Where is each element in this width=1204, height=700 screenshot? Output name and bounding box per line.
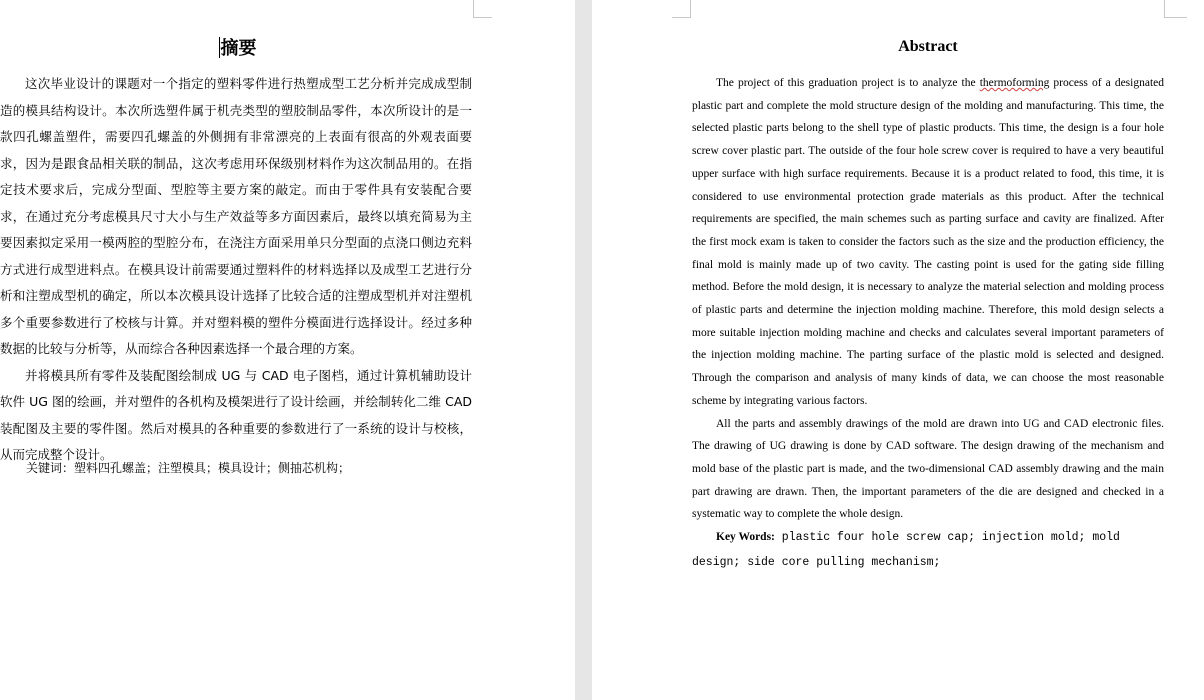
- en-p1-text-b: process of a designated plastic part and complete the mold structure design of the molding and manufacturing. This time, the selected plastic parts belong to the shell type of plastic products. This time, the design is a four hole screw cover plastic part. The outside of the four hole screw cover is required to have a very beautiful upper surface with high surface requirements. Because it is a product related to food, this time, it is considered to use environmental protection grade materials as this product. After the technical requirements are specified, the main schemes such as parting surface and cavity are finalized. After the first mock exam is taken to consider the factors such as the size and the production efficiency, the final mold is mainly made up of two cavity. The casting point is used for the gating side filling method. Before the mold design, it is necessary to analyze the material selection and molding process of plastic parts and determine the injection molding machine. Therefore, this mold design selects a more suitable injection molding machine and checks and calculates several important parameters of the injection molding machine. The parting surface of the plastic mold is selected and designed. Through the comparison and analysis of many kinds of data, we can choose the most reasonable scheme by integrating various factors.: [692, 77, 1165, 407]
- cn-paragraph-1[interactable]: 这次毕业设计的课题对一个指定的塑料零件进行热塑成型工艺分析并完成成型制造的模具结构设计。本次所选塑件属于机壳类型的塑胶制品零件，本次所设计的是一款四孔螺盖塑件，需要四孔螺盖的外侧拥有非常漂亮的上表面有很高的外观表面要求，因为是跟食品相关联的制品，这次考虑用环保级别材料作为这次制品用的。在指定技术要求后，完成分型面、型腔等主要方案的敲定。而由于零件具有安装配合要求，在通过充分考虑模具尺寸大小与生产效益等多方面因素后，最终以填充简易为主要因素拟定采用一模两腔的型腔分布，在浇注方面采用单只分型面的点浇口侧边充料方式进行成型进料点。在模具设计前需要通过塑料件的材料选择以及成型工艺进行分析和注塑成型机的确定，所以本次模具设计选择了比较合适的注塑成型机并对注塑机多个重要参数进行了校核与计算。并对塑料模的塑件分模面进行选择设计。经过多种数据的比较与分析等，从而综合各种因素选择一个最合理的方案。: [0, 76, 472, 356]
- en-paragraph-1[interactable]: [692, 72, 1164, 413]
- en-title: Abstract: [898, 38, 958, 55]
- spellcheck-flagged-word[interactable]: thermoforming: [979, 77, 1050, 89]
- en-keywords-label: Key Words:: [716, 531, 775, 543]
- page-english-abstract: [592, 0, 1204, 700]
- en-keywords[interactable]: [692, 525, 1164, 574]
- cn-title-line: [0, 34, 475, 60]
- margin-corner-mark: [1164, 0, 1187, 18]
- en-keywords-text: plastic four hole screw cap; injection mold; mold design; side core pulling mechanism;: [692, 531, 1120, 569]
- cn-title: 摘要: [220, 38, 257, 59]
- en-body[interactable]: [692, 72, 1164, 526]
- en-p1-text-a: The project of this graduation project is to analyze the: [716, 77, 980, 89]
- cn-paragraph-2[interactable]: 并将模具所有零件及装配图绘制成 UG 与 CAD 电子图档，通过计算机辅助设计软件 UG 图的绘画，并对塑件的各机构及模架进行了设计绘画，并绘制转化二维 CAD 装配图及主要的零件图。然后对模具的各种重要的参数进行了一系统的设计与校核，从而完成整个设计。: [0, 367, 472, 462]
- page-chinese-abstract: [0, 0, 575, 700]
- cn-keywords[interactable]: 关键词：塑料四孔螺盖；注塑模具；模具设计；侧抽芯机构；: [26, 461, 351, 475]
- cn-body[interactable]: [0, 71, 472, 469]
- margin-corner-mark: [473, 0, 492, 18]
- margin-corner-mark: [672, 0, 691, 18]
- text-cursor: [219, 37, 220, 58]
- en-paragraph-2[interactable]: All the parts and assembly drawings of the mold are drawn into UG and CAD electronic files. The drawing of UG drawing is done by CAD software. The design drawing of the mechanism and mold base of the plastic part is made, and the two-dimensional CAD assembly drawing and the main part drawing are drawn. Then, the important parameters of the die are designed and checked in a systematic way to complete the whole design.: [692, 417, 1164, 521]
